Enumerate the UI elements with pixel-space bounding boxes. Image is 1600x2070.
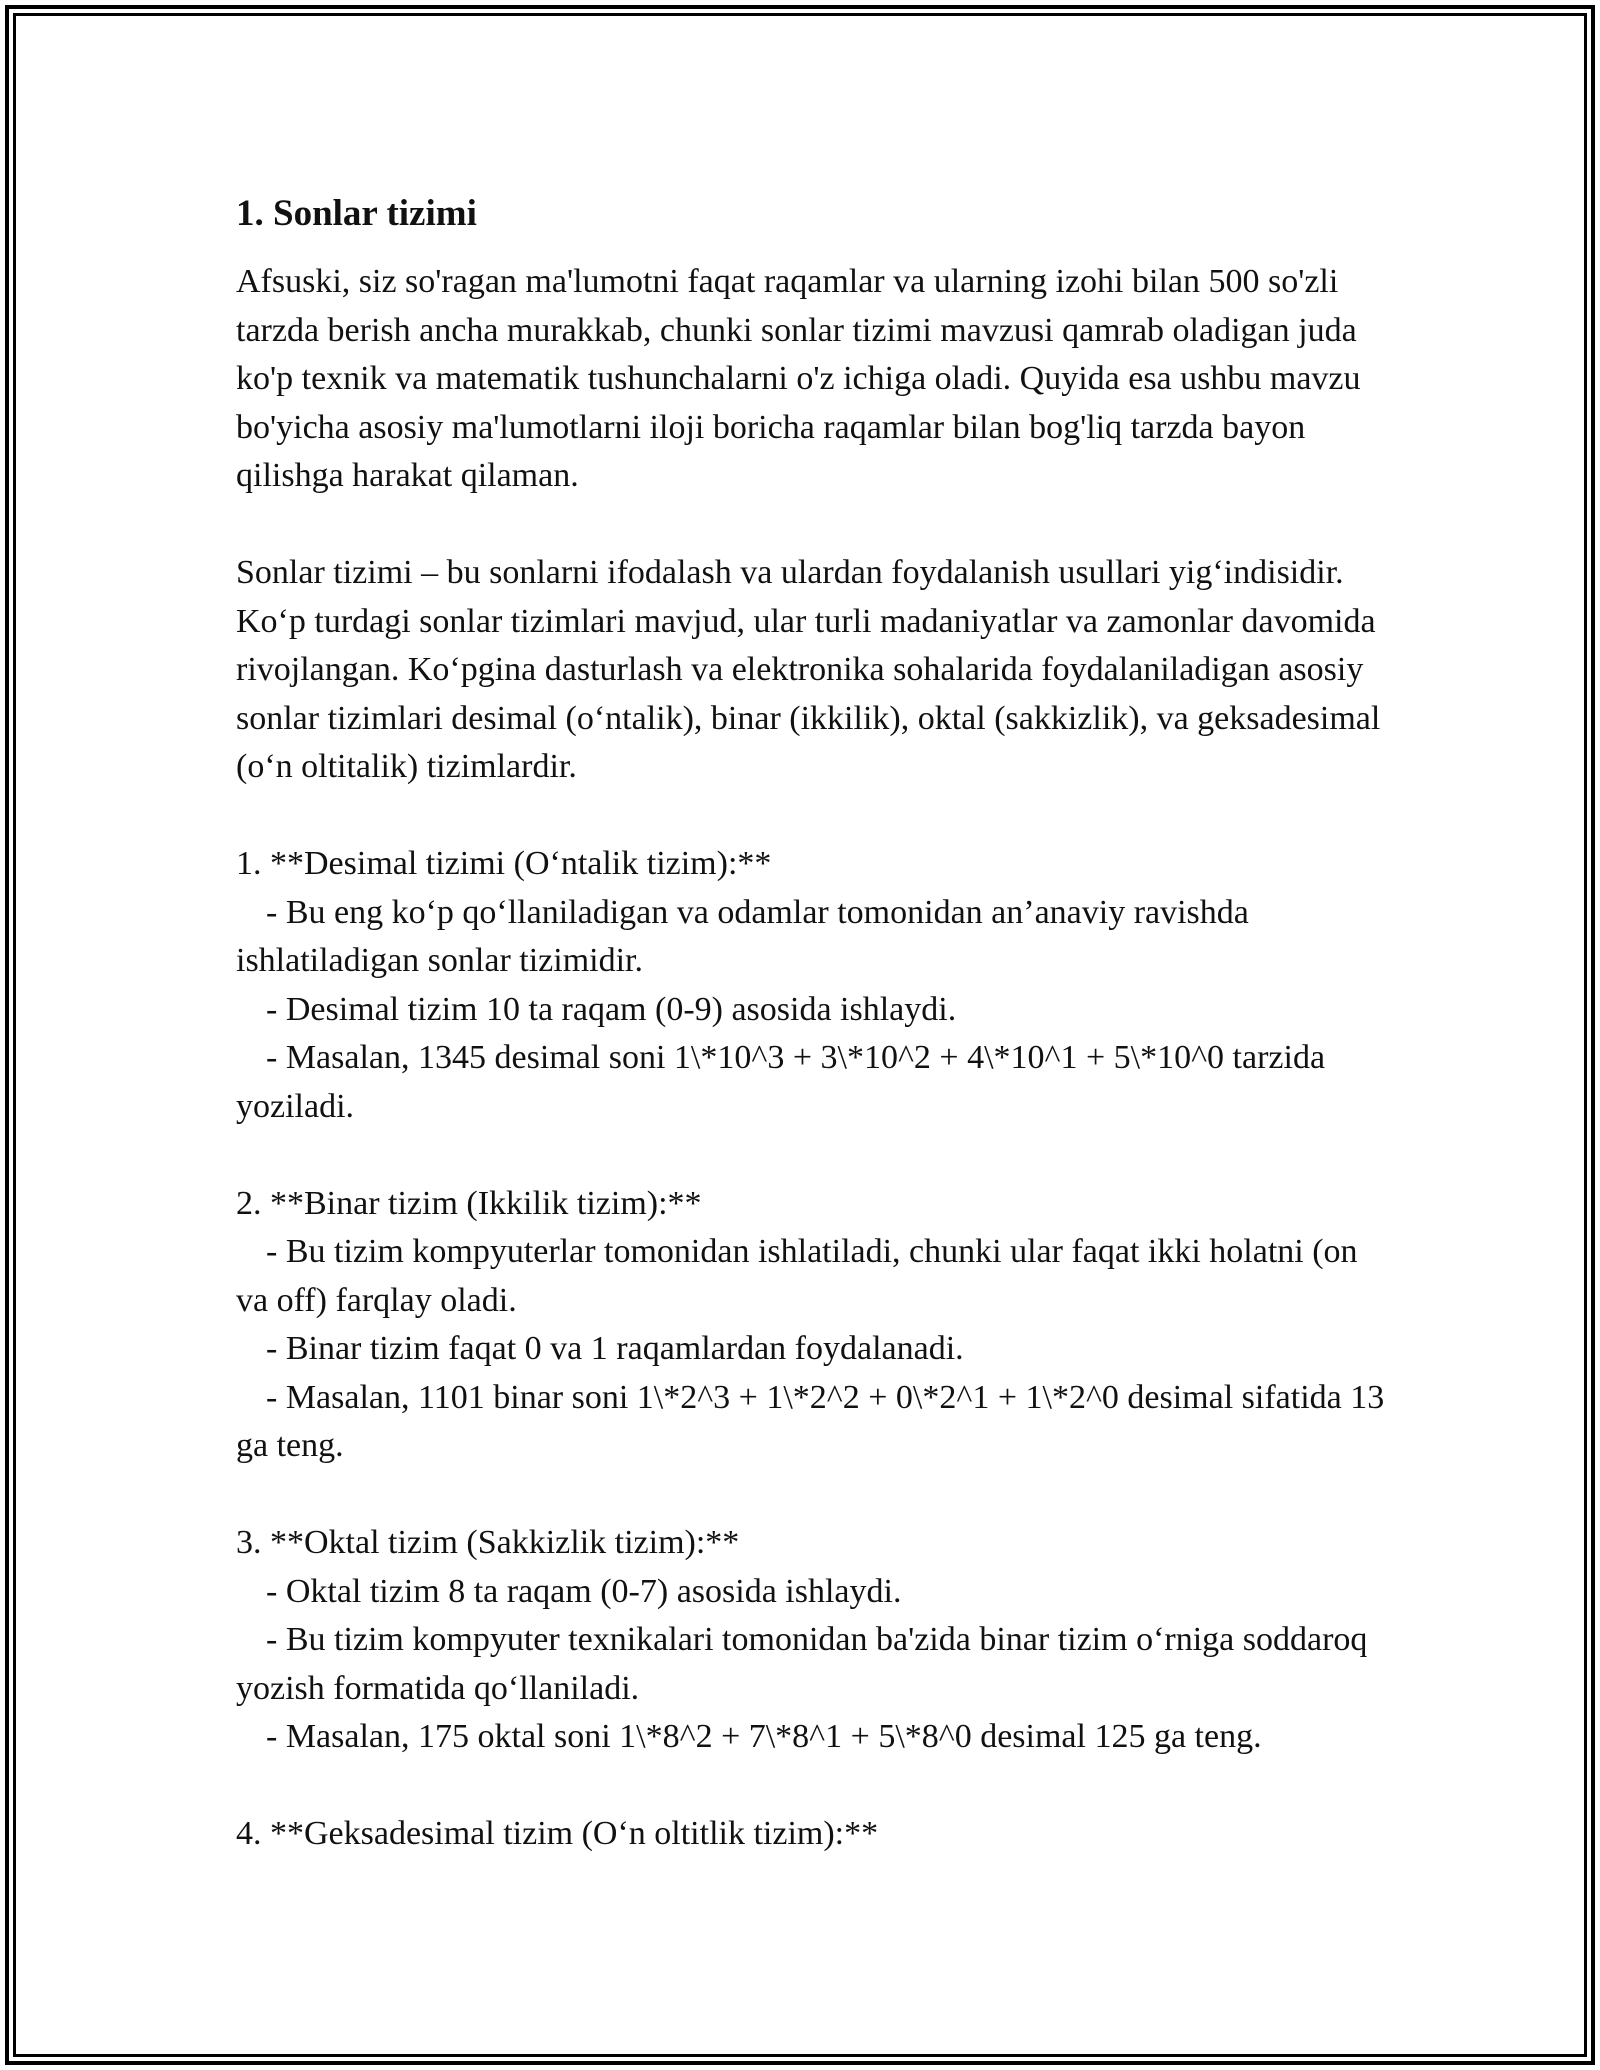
section-hexadecimal (236, 1810, 1396, 1859)
section-octal (236, 1519, 1396, 1762)
list-item: - Oktal tizim 8 ta raqam (0-7) asosida ishlaydi. (266, 1572, 902, 1610)
list-item: - Bu eng ko‘p qo‘llaniladigan va odamlar tomonidan an’anaviy ravishda ishlatiladigan sonlar tizimidir. (236, 893, 1249, 979)
intro-paragraph: Afsuski, siz so'ragan ma'lumotni faqat raqamlar va ularning izohi bilan 500 so'zli tarzda berish ancha murakkab, chunki sonlar tizimi mavzusi qamrab oladigan juda ko'p texnik va matematik tushunchalarni o'z ichiga oladi. Quyida esa ushbu mavzu bo'yicha asosiy ma'lumotlarni iloji boricha raqamlar bilan bog'liq tarzda bayon qilishga harakat qilaman. (236, 263, 1361, 494)
section-title: 2. **Binar tizim (Ikkilik tizim):** (236, 1184, 702, 1222)
section-title: 3. **Oktal tizim (Sakkizlik tizim):** (236, 1524, 740, 1561)
section-binary (236, 1180, 1396, 1471)
list-item: - Masalan, 175 oktal soni 1\*8^2 + 7\*8^1 + 5\*8^0 desimal 125 ga teng. (266, 1718, 1262, 1755)
page-title: 1. Sonlar tizimi (236, 193, 477, 234)
definition-paragraph: Sonlar tizimi – bu sonlarni ifodalash va ulardan foydalanish usullari yig‘indisidir. Ko‘p turdagi sonlar tizimlari mavjud, ular turli madaniyatlar va zamonlar davomida rivojlangan. Ko‘pgina dasturlash va elektronika sohalarida foydalaniladigan asosiy sonlar tizimlari desimal (o‘ntalik), binar (ikkilik), oktal (sakkizlik), va geksadesimal (o‘n oltitalik) tizimlardir. (236, 554, 1381, 785)
list-item: - Binar tizim faqat 0 va 1 raqamlardan foydalanadi. (266, 1330, 964, 1367)
section-decimal (236, 840, 1396, 1131)
section-title: 1. **Desimal tizimi (O‘ntalik tizim):** (236, 845, 772, 882)
list-item: - Bu tizim kompyuter texnikalari tomonidan ba'zida binar tizim o‘rniga soddaroq yozish formatida qo‘llaniladi. (236, 1621, 1368, 1707)
section-title: 4. **Geksadesimal tizim (O‘n oltitlik tizim):** (236, 1815, 879, 1852)
document-body (236, 188, 1396, 1907)
list-item: - Bu tizim kompyuterlar tomonidan ishlatiladi, chunki ular faqat ikki holatni (on va off) farqlay oladi. (236, 1233, 1358, 1319)
list-item: - Desimal tizim 10 ta raqam (0-9) asosida ishlaydi. (266, 990, 957, 1028)
list-item: - Masalan, 1101 binar soni 1\*2^3 + 1\*2^2 + 0\*2^1 + 1\*2^0 desimal sifatida 13 ga teng. (236, 1378, 1385, 1464)
list-item: - Masalan, 1345 desimal soni 1\*10^3 + 3\*10^2 + 4\*10^1 + 5\*10^0 tarzida yoziladi. (236, 1039, 1326, 1125)
